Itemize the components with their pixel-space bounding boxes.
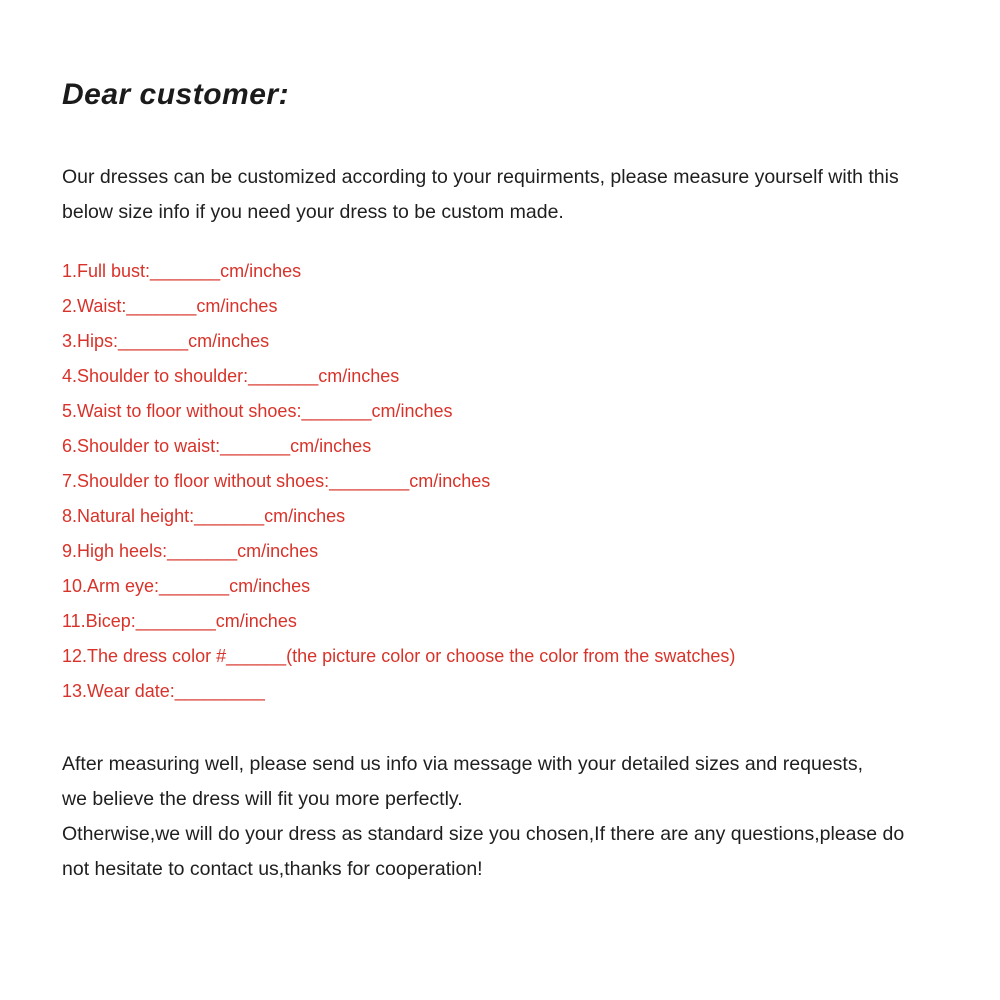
outro-paragraph: [62, 747, 940, 887]
measurement-item-shoulder-to-shoulder: 4.Shoulder to shoulder:_______cm/inches: [62, 366, 400, 386]
measurement-item-wear-date: 13.Wear date:_________: [62, 681, 265, 701]
intro-line: Our dresses can be customized according to your requirments, please measure yourself with this: [62, 166, 899, 188]
measurement-item-shoulder-to-waist: 6.Shoulder to waist:_______cm/inches: [62, 436, 372, 456]
measurement-item-full-bust: 1.Full bust:_______cm/inches: [62, 261, 302, 281]
intro-paragraph: [62, 160, 940, 230]
outro-line: we believe the dress will fit you more perfectly.: [62, 788, 463, 810]
measurement-item-high-heels: 9.High heels:_______cm/inches: [62, 541, 319, 561]
measurement-item-hips: 3.Hips:_______cm/inches: [62, 331, 270, 351]
measurement-item-waist: 2.Waist:_______cm/inches: [62, 296, 278, 316]
measurement-item-bicep: 11.Bicep:________cm/inches: [62, 611, 297, 631]
intro-line: below size info if you need your dress to be custom made.: [62, 201, 564, 223]
measurement-item-natural-height: 8.Natural height:_______cm/inches: [62, 506, 346, 526]
outro-line: Otherwise,we will do your dress as standard size you chosen,If there are any questions,please do: [62, 823, 905, 845]
outro-line: After measuring well, please send us info via message with your detailed sizes and requests,: [62, 753, 864, 775]
measurement-item-dress-color: 12.The dress color #______(the picture color or choose the color from the swatches): [62, 646, 736, 666]
measurement-list: [62, 254, 940, 709]
measurement-item-arm-eye: 10.Arm eye:_______cm/inches: [62, 576, 311, 596]
measurement-item-shoulder-to-floor: 7.Shoulder to floor without shoes:________cm/inches: [62, 471, 491, 491]
outro-line: not hesitate to contact us,thanks for cooperation!: [62, 858, 483, 880]
page-title: Dear customer:: [62, 78, 290, 111]
measurement-item-waist-to-floor: 5.Waist to floor without shoes:_______cm/inches: [62, 401, 453, 421]
